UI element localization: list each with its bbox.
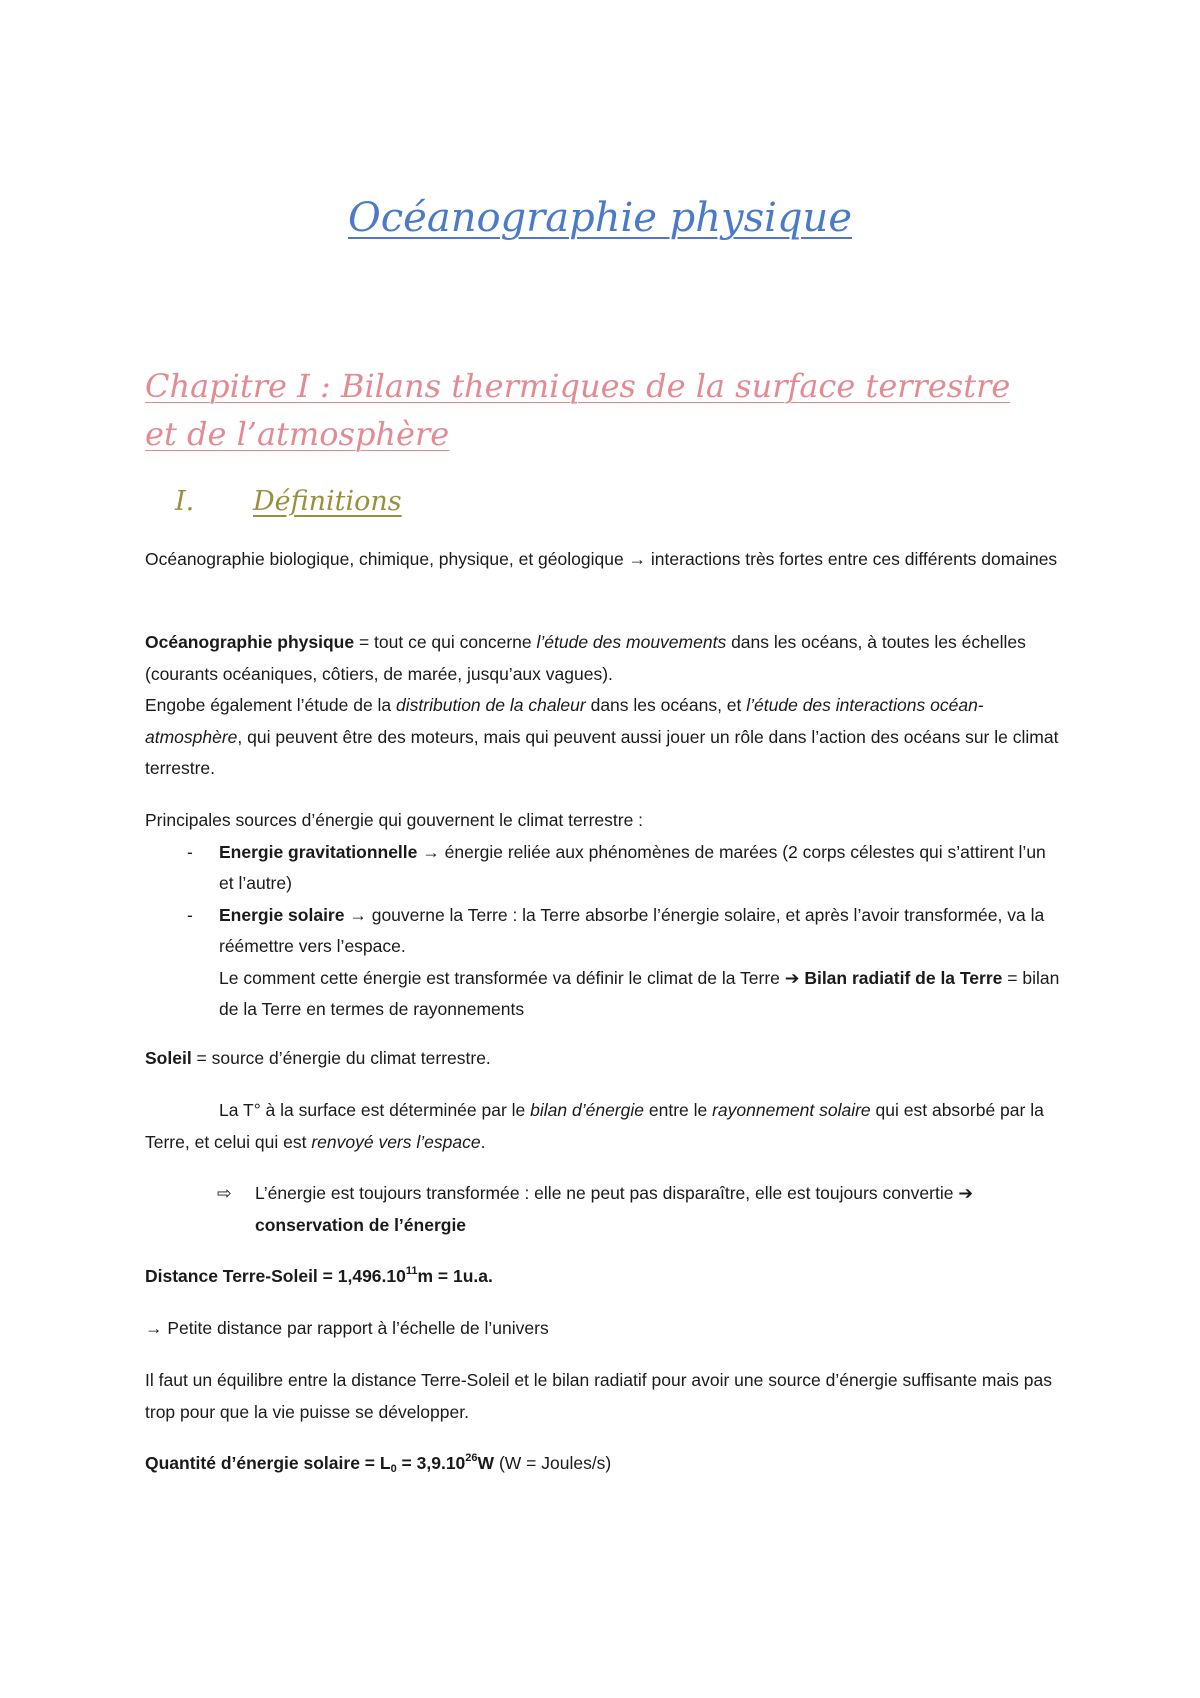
section-label: Définitions — [253, 486, 402, 517]
text-run: = bilan de la Terre en termes de rayonnements — [219, 967, 1060, 1019]
paragraph-small-distance — [145, 1313, 1065, 1345]
paragraph-distance — [145, 1261, 1065, 1293]
paragraph-text: Océanographie biologique, chimique, physique, et géologique → interactions très fortes entre ces différents domaines — [145, 549, 1058, 569]
text-run: Quantité d’énergie solaire = L — [145, 1453, 391, 1473]
bullet-dash: - — [187, 841, 193, 862]
italic-term: distribution de la chaleur — [396, 695, 586, 715]
text-run: = 3,9.10 — [396, 1453, 466, 1473]
text-run: , qui peuvent être des moteurs, mais qui peuvent aussi jouer un rôle dans l’action des océans sur le climat terrestre. — [145, 726, 1059, 778]
bold-term: Bilan radiatif de la Terre — [804, 967, 1003, 988]
paragraph-text — [145, 1043, 1065, 1075]
text-run: entre le — [644, 1100, 713, 1120]
section-heading — [175, 484, 402, 520]
text-run: (W = Joules/s) — [494, 1453, 612, 1473]
text-run: dans les océans, et — [585, 695, 747, 715]
exponent: 11 — [405, 1265, 418, 1277]
text-run: Engobe également l’étude de la — [145, 695, 397, 715]
text-run: = source d’énergie du climat terrestre. — [191, 1048, 491, 1068]
exponent: 26 — [465, 1452, 478, 1464]
paragraph-text — [145, 1095, 1065, 1158]
bold-term: conservation de l’énergie — [255, 1214, 467, 1235]
text-run: La T° à la surface est déterminée par le — [219, 1100, 531, 1120]
bold-term — [145, 1453, 494, 1473]
paragraph-text — [145, 1448, 1065, 1480]
italic-term: l’étude des interactions océan-atmosphère — [145, 695, 984, 747]
italic-term: bilan d’énergie — [530, 1100, 644, 1120]
paragraph-equilibrium — [145, 1365, 1065, 1428]
arrow-item — [145, 1178, 1065, 1241]
paragraph-text: → Petite distance par rapport à l’échelle de l’univers — [145, 1318, 549, 1338]
text-run: Distance Terre-Soleil = 1,496.10 — [145, 1266, 406, 1286]
bold-term: Energie solaire — [219, 904, 345, 925]
paragraph-text: Il faut un équilibre entre la distance Terre-Soleil et le bilan radiatif pour avoir une source d’énergie suffisante mais pas trop pour que la vie puisse se développer. — [145, 1370, 1052, 1422]
paragraph-text: Principales sources d’énergie qui gouvernent le climat terrestre : — [145, 810, 644, 830]
text-run: W — [477, 1453, 495, 1473]
arrow-icon: ⇨ — [217, 1183, 232, 1203]
text-run: m = 1u.a. — [417, 1266, 493, 1286]
list-item-continuation — [145, 963, 1065, 1026]
text-run: qui est absorbé par la Terre, et celui qui est — [145, 1100, 1044, 1152]
paragraph-physical-oceanography — [145, 627, 1065, 785]
text-run: L’énergie est toujours transformée : elle ne peut pas disparaître, elle est toujours convertie ➔ — [255, 1183, 973, 1203]
document-title: Océanographie physique — [347, 195, 852, 241]
italic-term: l’étude des mouvements — [536, 632, 727, 652]
italic-term: renvoyé vers l’espace — [311, 1131, 481, 1152]
section-number: I. — [175, 486, 195, 517]
bold-term: Energie gravitationnelle — [219, 841, 418, 862]
list-item — [145, 900, 1065, 963]
subscript: 0 — [390, 1463, 397, 1475]
text-run: dans les océans, à toutes les échelles (courants océaniques, côtiers, de marée, jusqu’aux vagues). — [145, 632, 1026, 684]
text-run: = tout ce qui concerne — [354, 632, 537, 652]
text-run: . — [480, 1131, 486, 1152]
list-item — [145, 837, 1065, 900]
text-run: → gouverne la Terre : la Terre absorbe l’énergie solaire, et après l’avoir transformée, va la réémettre vers l’espace. — [219, 904, 1045, 956]
paragraph-solar-energy — [145, 1448, 1065, 1480]
energy-sources-block — [145, 805, 1065, 1026]
text-run: → énergie reliée aux phénomènes de marées (2 corps célestes qui s’attirent l’un et l’autre) — [219, 841, 1046, 893]
bullet-dash: - — [187, 904, 193, 925]
paragraph-sun — [145, 1043, 1065, 1075]
chapter-heading: Chapitre I : Bilans thermiques de la surface terrestre et de l’atmosphère — [145, 367, 1011, 453]
bold-term — [145, 1266, 493, 1286]
paragraph-text — [145, 1261, 1065, 1293]
italic-term: rayonnement solaire — [712, 1100, 871, 1120]
paragraph-text — [145, 690, 1065, 785]
paragraph-conservation — [145, 1178, 1065, 1241]
text-run: Le comment cette énergie est transformée va définir le climat de la Terre ➔ — [219, 967, 805, 988]
paragraph-domains — [145, 544, 1065, 576]
bold-term: Soleil — [145, 1048, 192, 1068]
paragraph-text — [145, 627, 1065, 690]
bold-term: Océanographie physique — [145, 632, 355, 652]
paragraph-energy-balance — [145, 1095, 1065, 1158]
